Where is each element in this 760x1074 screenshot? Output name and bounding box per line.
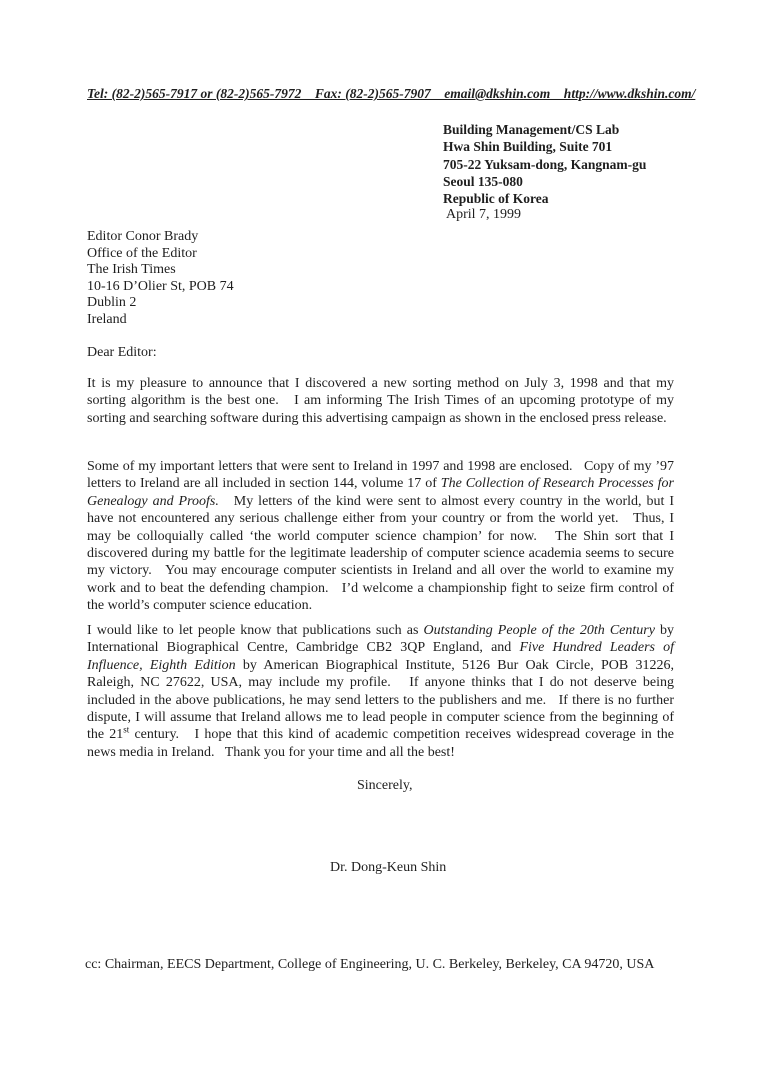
paragraph-text-run: My letters of the kind were sent to almost every country in the world, but I have not encountered any serious challenge either from your country or from the world yet. Thus, I may be colloquially called ‘the world computer science champion’ for now. The Shin sort that I discovered during my battle for the legitimate leadership of computer science academia seems to secure my victory. You may encourage computer scientists in Ireland and all over the world to examine my work and to beat the defending champion. I’d welcome a championship fight to seize firm control of the world’s computer science education. (87, 493, 674, 614)
paragraph-text-run: century. I hope that this kind of academic competition receives widespread coverage in the news media in Ireland. Thank you for your time and all the best! (87, 727, 675, 760)
sender-address-line: Hwa Shin Building, Suite 701 (443, 139, 613, 155)
sender-address-block (443, 121, 646, 207)
sender-address-line: 705-22 Yuksam-dong, Kangnam-gu (443, 156, 647, 172)
paragraph-text-run: by American Biographical Institute, 5126 Bur Oak Circle, POB 31226, Raleigh, NC 27622, USA, may include my profile. If anyone thinks that I do not deserve being included in the above publications, he may send letters to the publishers and me. If there is no further dispute, I will assume that Ireland allows me to lead people in computer science from the beginning of the 21 (87, 657, 674, 743)
book-title-italic: The Collection of Research Processes for Genealogy and Proofs. (87, 476, 674, 509)
cc-line: cc: Chairman, EECS Department, College of Engineering, U. C. Berkeley, Berkeley, CA 94720, USA (85, 957, 655, 972)
sender-address-line: Building Management/CS Lab (443, 122, 620, 137)
body-paragraph-announcement: It is my pleasure to announce that I discovered a new sorting method on July 3, 1998 and that my sorting algorithm is the best one. I am informing The Irish Times of an upcoming prototype of my sorting and searching software during this advertising campaign as shown in the enclosed press release. (87, 376, 674, 426)
recipient-name: Editor Conor Brady (87, 229, 199, 244)
paragraph-text-run: by International Biographical Centre, Cambridge CB2 3QP England, and (87, 623, 675, 656)
paragraph-text-run: Some of my important letters that were sent to Ireland in 1997 and 1998 are enclosed. Copy of my ’97 letters to Ireland are all included in section 144, volume 17 of (87, 459, 674, 492)
salutation: Dear Editor: (87, 345, 157, 360)
recipient-address-line: Office of the Editor (87, 245, 197, 261)
body-paragraph-letters-champion (87, 458, 674, 615)
sender-address-line: Republic of Korea (443, 191, 549, 207)
recipient-address-line: Ireland (87, 311, 127, 327)
recipient-address-line: The Irish Times (87, 262, 176, 277)
body-paragraph-publications (87, 622, 674, 761)
contact-info-line: Tel: (82-2)565-7917 or (82-2)565-7972 Fax: (82-2)565-7907 email@dkshin.com http://www.dkshin.com/ (87, 86, 696, 101)
signature-name: Dr. Dong-Keun Shin (330, 860, 447, 875)
recipient-address-block (87, 229, 234, 328)
letter-date: April 7, 1999 (446, 207, 522, 222)
recipient-address-line: Dublin 2 (87, 295, 137, 310)
ordinal-superscript: st (123, 724, 130, 735)
book-title-italic: Outstanding People of the 20th Century (423, 623, 655, 638)
book-title-italic: Five Hundred Leaders of Influence, Eighth Edition (87, 640, 675, 673)
closing-salutation: Sincerely, (357, 778, 413, 793)
sender-address-line: Seoul 135-080 (443, 173, 523, 189)
paragraph-text-run: I would like to let people know that publications such as (87, 623, 424, 638)
recipient-address-line: 10-16 D’Olier St, POB 74 (87, 278, 234, 294)
